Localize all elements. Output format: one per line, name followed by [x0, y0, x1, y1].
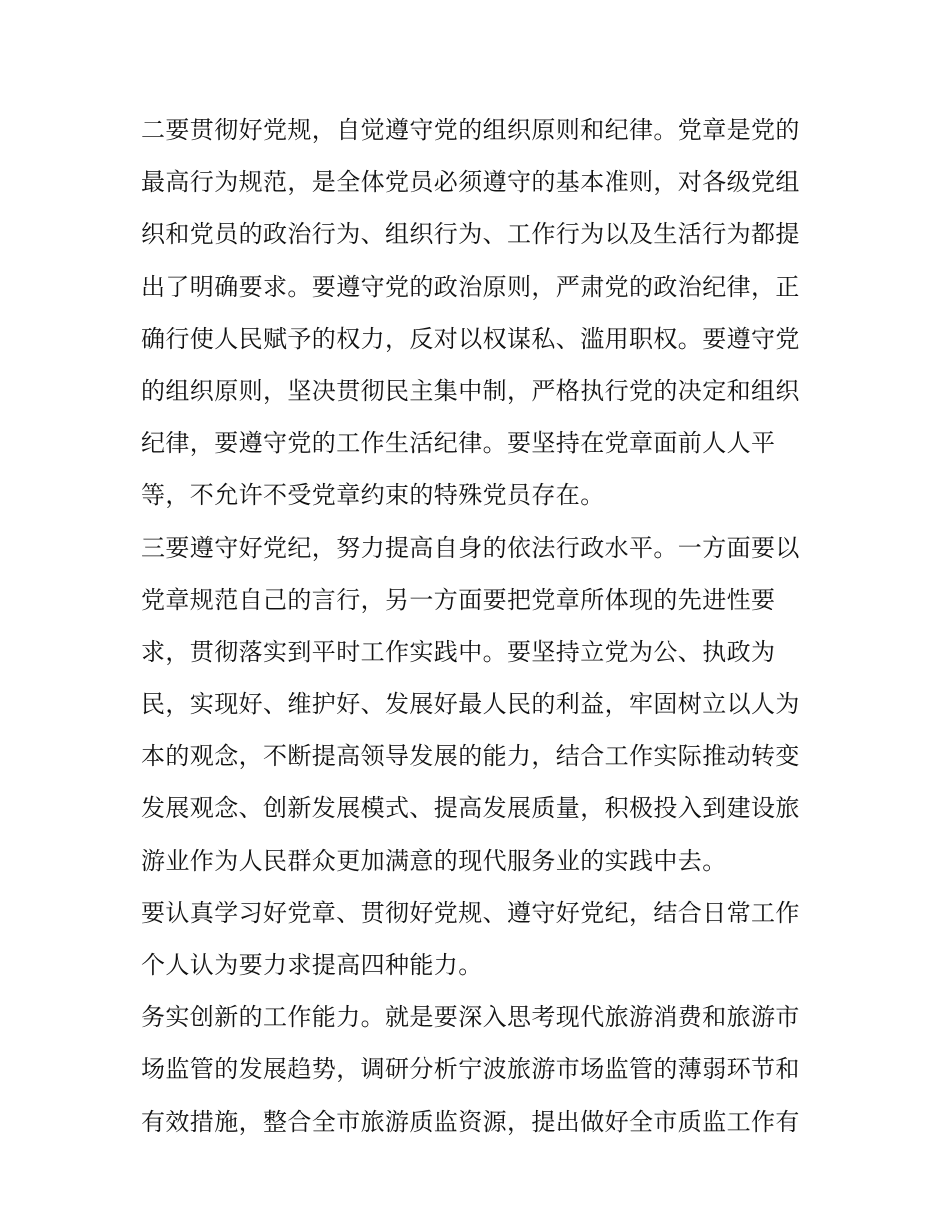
text-line: 二要贯彻好党规，自觉遵守党的组织原则和纪律。党章是党的	[141, 116, 800, 144]
text-line: 求，贯彻落实到平时工作实践中。要坚持立党为公、执政为	[141, 637, 776, 666]
text-line: 务实创新的工作能力。就是要深入思考现代旅游消费和旅游市	[141, 1003, 800, 1032]
document-body	[141, 104, 813, 1148]
text-line: 游业作为人民群众更加满意的现代服务业的实践中去。	[141, 846, 727, 875]
text-line: 党章规范自己的言行，另一方面要把党章所体现的先进性要	[141, 585, 776, 614]
text-line: 民，实现好、维护好、发展好最人民的利益，牢固树立以人为	[141, 690, 800, 719]
text-line: 确行使人民赋予的权力，反对以权谋私、滥用职权。要遵守党	[141, 324, 800, 353]
text-line: 发展观念、创新发展模式、提高发展质量，积极投入到建设旅	[141, 794, 800, 823]
paragraph-party-discipline	[141, 522, 813, 887]
text-line: 最高行为规范，是全体党员必须遵守的基本准则，对各级党组	[141, 168, 800, 197]
text-line: 出了明确要求。要遵守党的政治原则，严肃党的政治纪律，正	[141, 272, 800, 301]
paragraph-innovation-ability	[141, 991, 813, 1148]
text-line: 本的观念，不断提高领导发展的能力，结合工作实际推动转变	[141, 742, 800, 771]
text-line: 场监管的发展趋势，调研分析宁波旅游市场监管的薄弱环节和	[141, 1055, 800, 1084]
text-line: 要认真学习好党章、贯彻好党规、遵守好党纪，结合日常工作	[141, 898, 800, 927]
text-line: 织和党员的政治行为、组织行为、工作行为以及生活行为都提	[141, 220, 800, 249]
text-line: 纪律，要遵守党的工作生活纪律。要坚持在党章面前人人平	[141, 429, 776, 458]
paragraph-party-rules	[141, 104, 813, 522]
text-line: 等，不允许不受党章约束的特殊党员存在。	[141, 481, 605, 510]
text-line: 的组织原则，坚决贯彻民主集中制，严格执行党的决定和组织	[141, 376, 800, 405]
text-line: 个人认为要力求提高四种能力。	[141, 951, 483, 979]
text-line: 三要遵守好党纪，努力提高自身的依法行政水平。一方面要以	[141, 533, 800, 562]
text-line: 有效措施，整合全市旅游质监资源，提出做好全市质监工作有	[141, 1107, 800, 1136]
paragraph-four-abilities-intro	[141, 887, 813, 991]
